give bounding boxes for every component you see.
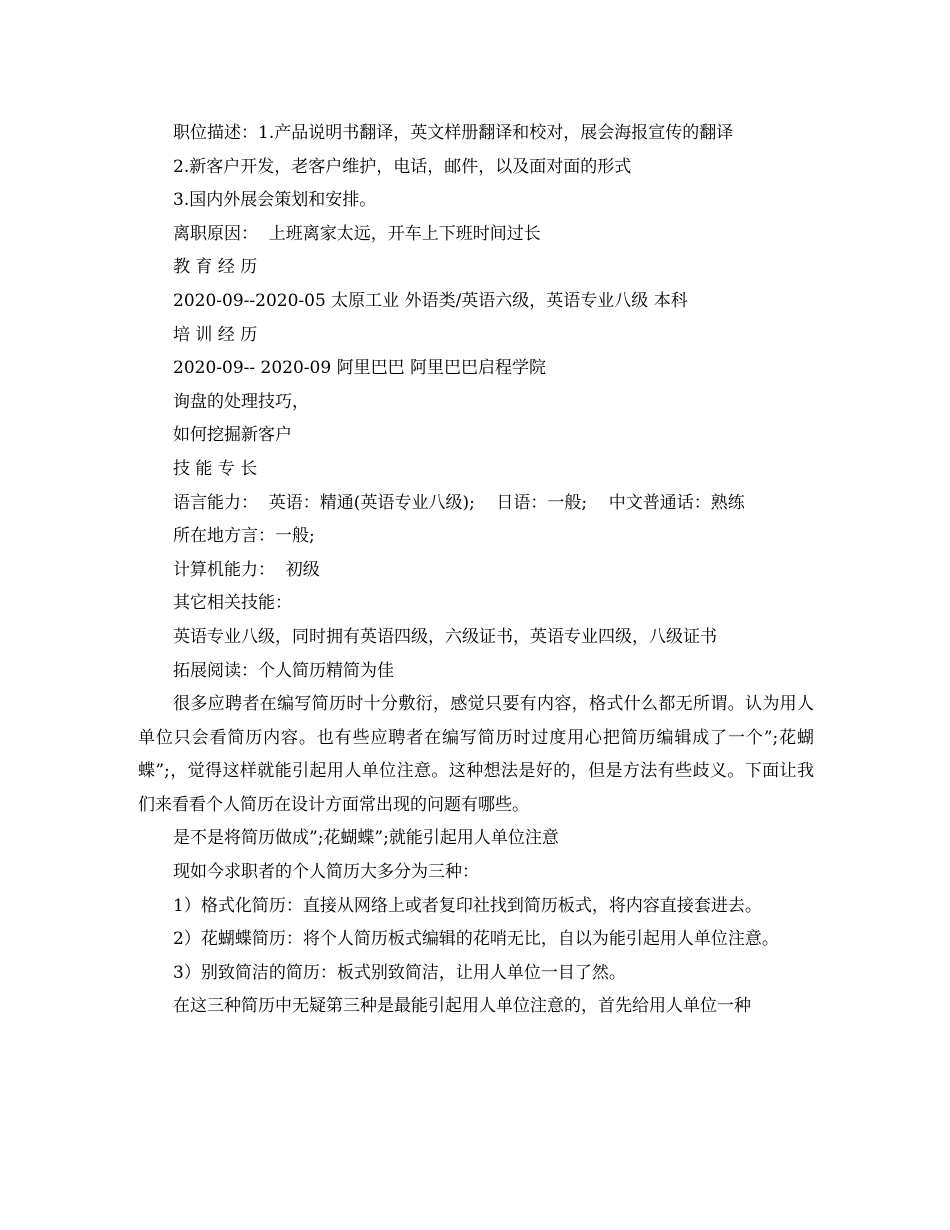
body-paragraph-intro: 很多应聘者在编写简历时十分敷衍，感觉只要有内容，格式什么都无所谓。认为用人单位只会看简历内容。也有些应聘者在编写简历时过度用心把简历编辑成了一个”;花蝴蝶”;，觉得这样就能引起用人单位注意。这种想法是好的，但是方法有些歧义。下面让我们来看看个人简历在设计方面常出现的问题有哪些。 [138, 694, 814, 815]
language-skills: 语言能力： 英语：精通(英语专业八级); 日语：一般; 中文普通话：熟练 [173, 492, 745, 513]
body-paragraph-question: 是不是将简历做成”;花蝴蝶”;就能引起用人单位注意 [173, 828, 559, 849]
resume-type-3: 3）别致简洁的简历：板式别致简洁，让用人单位一目了然。 [173, 962, 626, 983]
resume-type-2: 2）花蝴蝶简历：将个人简历板式编辑的花哨无比，自以为能引起用人单位注意。 [173, 929, 779, 950]
dialect-skill: 所在地方言：一般; [173, 526, 315, 547]
training-topic-2: 如何挖掘新客户 [173, 425, 292, 446]
other-skills-detail: 英语专业八级，同时拥有英语四级，六级证书，英语专业四级，八级证书 [173, 626, 717, 647]
section-heading-education: 教 育 经 历 [173, 257, 258, 278]
body-paragraph-conclusion: 在这三种简历中无疑第三种是最能引起用人单位注意的，首先给用人单位一种 [173, 996, 751, 1017]
leaving-reason: 离职原因： 上班离家太远，开车上下班时间过长 [173, 223, 541, 244]
extended-reading-title: 拓展阅读：个人简历精简为佳 [173, 660, 394, 681]
job-description-line-1: 职位描述：1.产品说明书翻译，英文样册翻译和校对，展会海报宣传的翻译 [173, 123, 734, 143]
job-description-line-3: 3.国内外展会策划和安排。 [173, 190, 377, 211]
document-body [138, 117, 814, 1024]
other-skills-label: 其它相关技能： [173, 593, 292, 614]
section-heading-skills: 技 能 专 长 [173, 458, 258, 479]
computer-skill: 计算机能力： 初级 [173, 559, 320, 580]
job-description-line-2: 2.新客户开发，老客户维护，电话，邮件，以及面对面的形式 [173, 156, 632, 177]
training-entry: 2020-09-- 2020-09 阿里巴巴 阿里巴巴启程学院 [173, 358, 546, 379]
training-topic-1: 询盘的处理技巧， [173, 391, 309, 412]
section-heading-training: 培 训 经 历 [173, 324, 258, 345]
resume-type-1: 1）格式化简历：直接从网络上或者复印社找到简历板式，将内容直接套进去。 [173, 895, 762, 916]
body-paragraph-three-types: 现如今求职者的个人简历大多分为三种： [173, 862, 479, 883]
education-entry: 2020-09--2020-05 太原工业 外语类/英语六级，英语专业八级 本科 [173, 290, 688, 311]
